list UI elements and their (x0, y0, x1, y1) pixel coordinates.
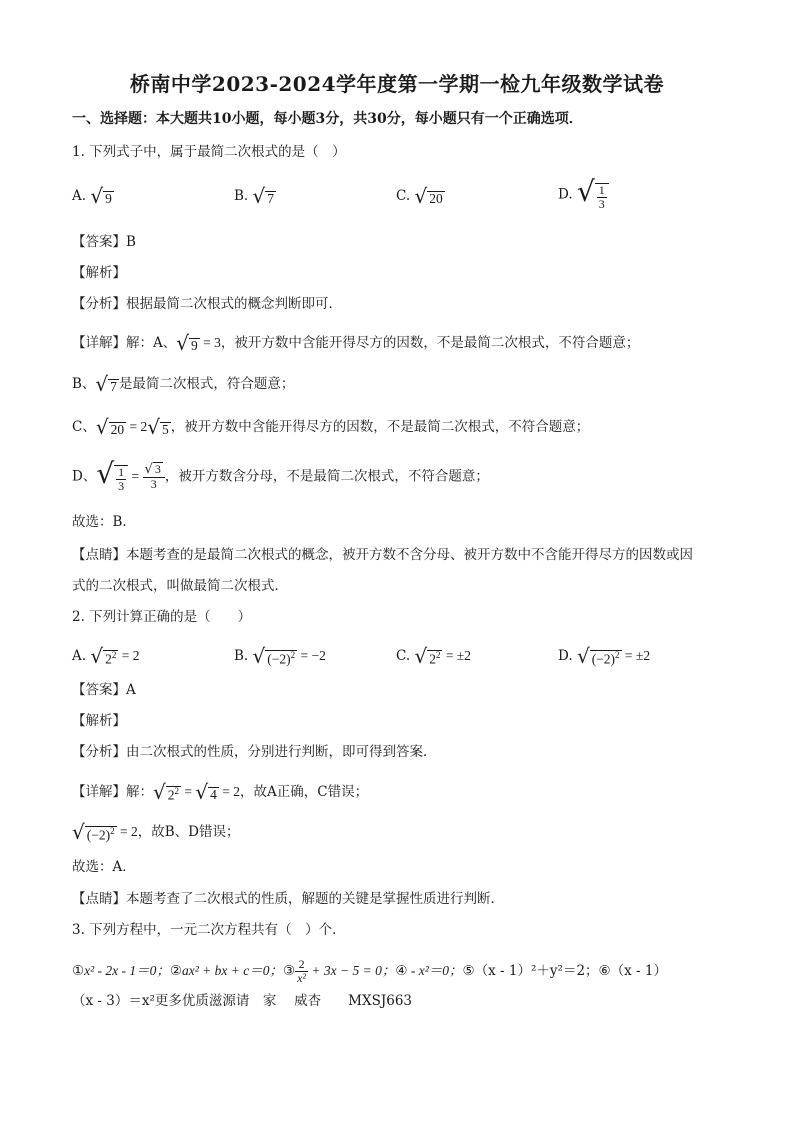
q2-choose: 故选：A． (72, 859, 136, 875)
q3-equations-line-2: （x - 3）＝x²更多优质滋源请 家 威杏 MXSJ663 (72, 993, 413, 1009)
q1-option-c: C. √ 20 (396, 184, 443, 208)
q2-option-c: C. √ $2^2 = \pm 2$ (396, 644, 471, 668)
q2-analysis: 【分析】由二次根式的性质，分别进行判断，即可得到答案． (72, 744, 437, 760)
q1-choose: 故选：B． (72, 514, 136, 530)
page-title: 桥南中学2023-2024学年度第一学期一检九年级数学试卷 (129, 72, 665, 96)
q2-comment: 【点睛】本题考查了二次根式的性质，解题的关键是掌握性质进行判断． (72, 891, 504, 907)
q3-equations-line-1: ①x² - 2x - 1＝0；②ax² + bx + c＝0；③ $\frac{2}{\text{x²}}$ + 3x − 5 = 0；④ - x²＝0；⑤（x - 1）²＋y²＝2；⑥（x - 1） (72, 957, 667, 986)
section-heading: 一、选择题：本大题共10小题，每小题3分，共30分，每小题只有一个正确选项． (72, 111, 583, 127)
q3-stem: 3. 下列方程中，一元二次方程共有（ ）个． (72, 922, 346, 938)
q2-answer: 【答案】A (72, 682, 136, 698)
q1-comment-1: 【点睛】本题考查的是最简二次根式的概念，被开方数不含分母、被开方数中不含能开得尽方的因数或因 (72, 547, 693, 563)
q2-option-a: A. √ $2^2 = 2$ (72, 644, 140, 668)
q2-stem: 2. 下列计算正确的是（ ） (72, 609, 252, 625)
q1-detail-c: C、√ 20 = 2√ 5 ，被开方数中含能开得尽方的因数，不是最简二次根式，不符合题意； (72, 415, 590, 439)
q1-option-a: A. √ 9 (72, 184, 112, 208)
q2-detail: 【详解】解：√ $2^2$ = √ 4 = 2，故A正确，C错误； (72, 780, 369, 804)
q2-option-b: B. √ $(-2)^2 = -2$ (234, 644, 326, 668)
q2-analysis-title: 【解析】 (72, 713, 126, 729)
q1-detail-d: D、√ $\frac{1}{3}$ = $\frac{√ 3}{3}$ ，被开方数含分母，不是最简二次根式，不符合题意； (72, 457, 489, 494)
q1-option-b: B. √ 7 (234, 184, 275, 208)
q1-answer: 【答案】B (72, 234, 136, 250)
q1-analysis-title: 【解析】 (72, 265, 126, 281)
q1-detail-a: 【详解】解：A、√ 9 = 3，被开方数中含能开得尽方的因数，不是最简二次根式，不符合题意； (72, 331, 640, 355)
q2-option-d: D. √ $(-2)^2 = \pm 2$ (558, 644, 651, 668)
q2-detail-2: √ $(-2)^2 = 2$，故B、D错误； (72, 820, 240, 844)
q1-detail-b: B、√ 7 是最简二次根式，符合题意； (72, 372, 295, 396)
q1-analysis: 【分析】根据最简二次根式的概念判断即可． (72, 296, 342, 312)
q1-stem: 1. 下列式子中，属于最简二次根式的是（ ） (72, 144, 346, 160)
q1-option-d: D. √ $\frac{1}{3}$ (558, 178, 609, 212)
q1-comment-2: 式的二次根式，叫做最简二次根式． (72, 578, 288, 594)
